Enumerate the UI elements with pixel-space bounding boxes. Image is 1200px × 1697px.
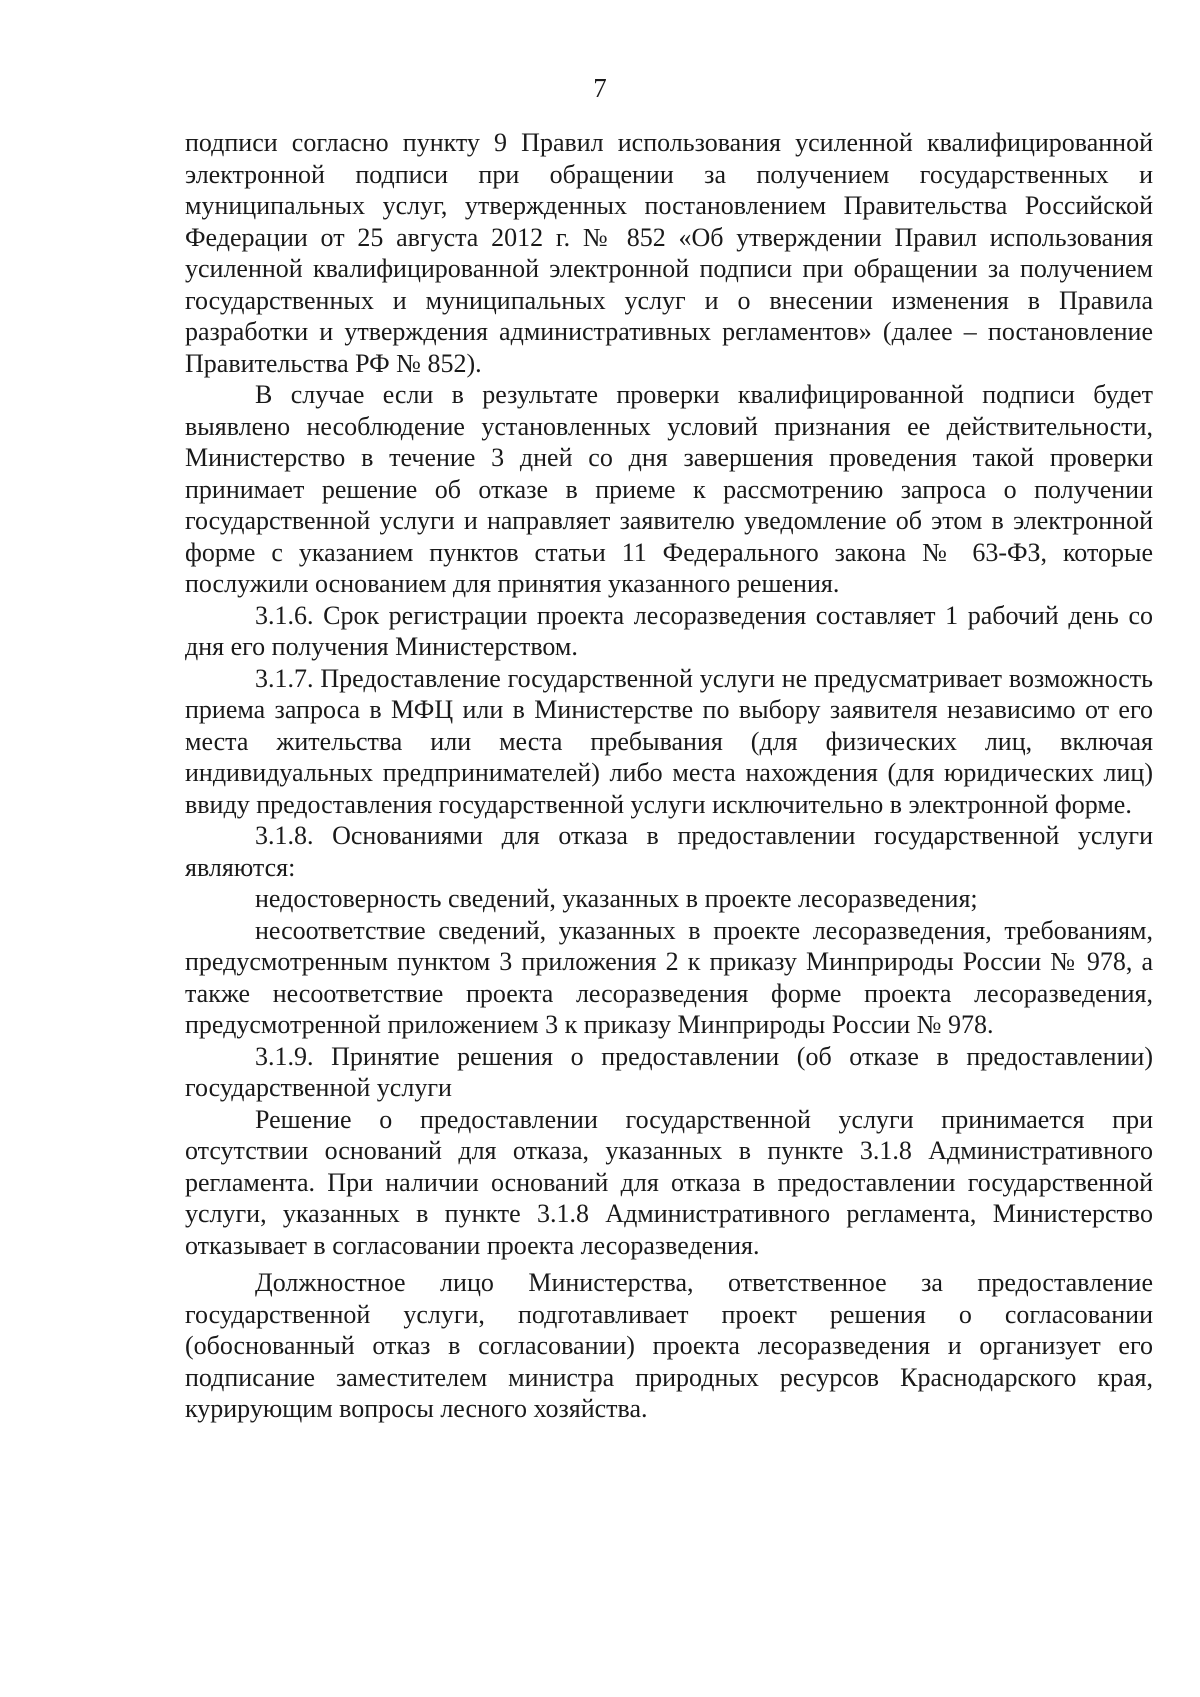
paragraph-official-responsible: Должностное лицо Министерства, ответственное за предоставление государственной услуги, подготавливает проект решения о согласовании (обоснованный отказ в согласовании) проекта лесоразведения и организует его подписание заместителем министра природных ресурсов Краснодарского края, курирующим вопросы лесного хозяйства. — [185, 1268, 1153, 1423]
list-item-noncompliance: несоответствие сведений, указанных в проекте лесоразведения, требованиям, предусмотренным пунктом 3 приложения 2 к приказу Минприроды России № 978, а также несоответствие проекта лесоразведения форме проекта лесоразведения, предусмотренной приложением 3 к приказу Минприроды России № 978. — [185, 915, 1153, 1039]
paragraph-3-1-9: 3.1.9. Принятие решения о предоставлении (об отказе в предоставлении) государственной услуги — [185, 1041, 1153, 1102]
paragraph-3-1-6: 3.1.6. Срок регистрации проекта лесоразведения составляет 1 рабочий день со дня его получения Министерством. — [185, 600, 1153, 661]
document-body — [185, 127, 1153, 1425]
paragraph-signature-check-failure: В случае если в результате проверки квалифицированной подписи будет выявлено несоблюдение установленных условий признания ее действительности, Министерство в течение 3 дней со дня завершения проведения такой проверки принимает решение об отказе в приеме к рассмотрению запроса о получении государственной услуги и направляет заявителю уведомление об этом в электронной форме с указанием пунктов статьи 11 Федерального закона № 63-ФЗ, которые послужили основанием для принятия указанного решения. — [185, 380, 1153, 598]
paragraph-signature-rules: подписи согласно пункту 9 Правил использования усиленной квалифицированной электронной подписи при обращении за получением государственных и муниципальных услуг, утвержденных постановлением Правительства Российской Федерации от 25 августа 2012 г. № 852 «Об утверждении Правил использования усиленной квалифицированной электронной подписи при обращении за получением государственных и муниципальных услуг и о внесении изменения в Правила разработки и утверждения административных регламентов» (далее – постановление Правительства РФ № 852). — [185, 128, 1153, 378]
paragraph-3-1-8: 3.1.8. Основаниями для отказа в предоставлении государственной услуги являются: — [185, 821, 1153, 882]
paragraph-3-1-7: 3.1.7. Предоставление государственной услуги не предусматривает возможность приема запроса в МФЦ или в Министерстве по выбору заявителя независимо от его места жительства или места пребывания (для физических лиц, включая индивидуальных предпринимателей) либо места нахождения (для юридических лиц) ввиду предоставления государственной услуги исключительно в электронной форме. — [185, 663, 1153, 819]
paragraph-decision: Решение о предоставлении государственной услуги принимается при отсутствии оснований для отказа, указанных в пункте 3.1.8 Административного регламента. При наличии оснований для отказа в предоставлении государственной услуги, указанных в пункте 3.1.8 Административного регламента, Министерство отказывает в согласовании проекта лесоразведения. — [185, 1104, 1153, 1260]
list-item-unreliable-data: недостоверность сведений, указанных в проекте лесоразведения; — [255, 884, 978, 913]
page-number: 7 — [593, 73, 607, 103]
